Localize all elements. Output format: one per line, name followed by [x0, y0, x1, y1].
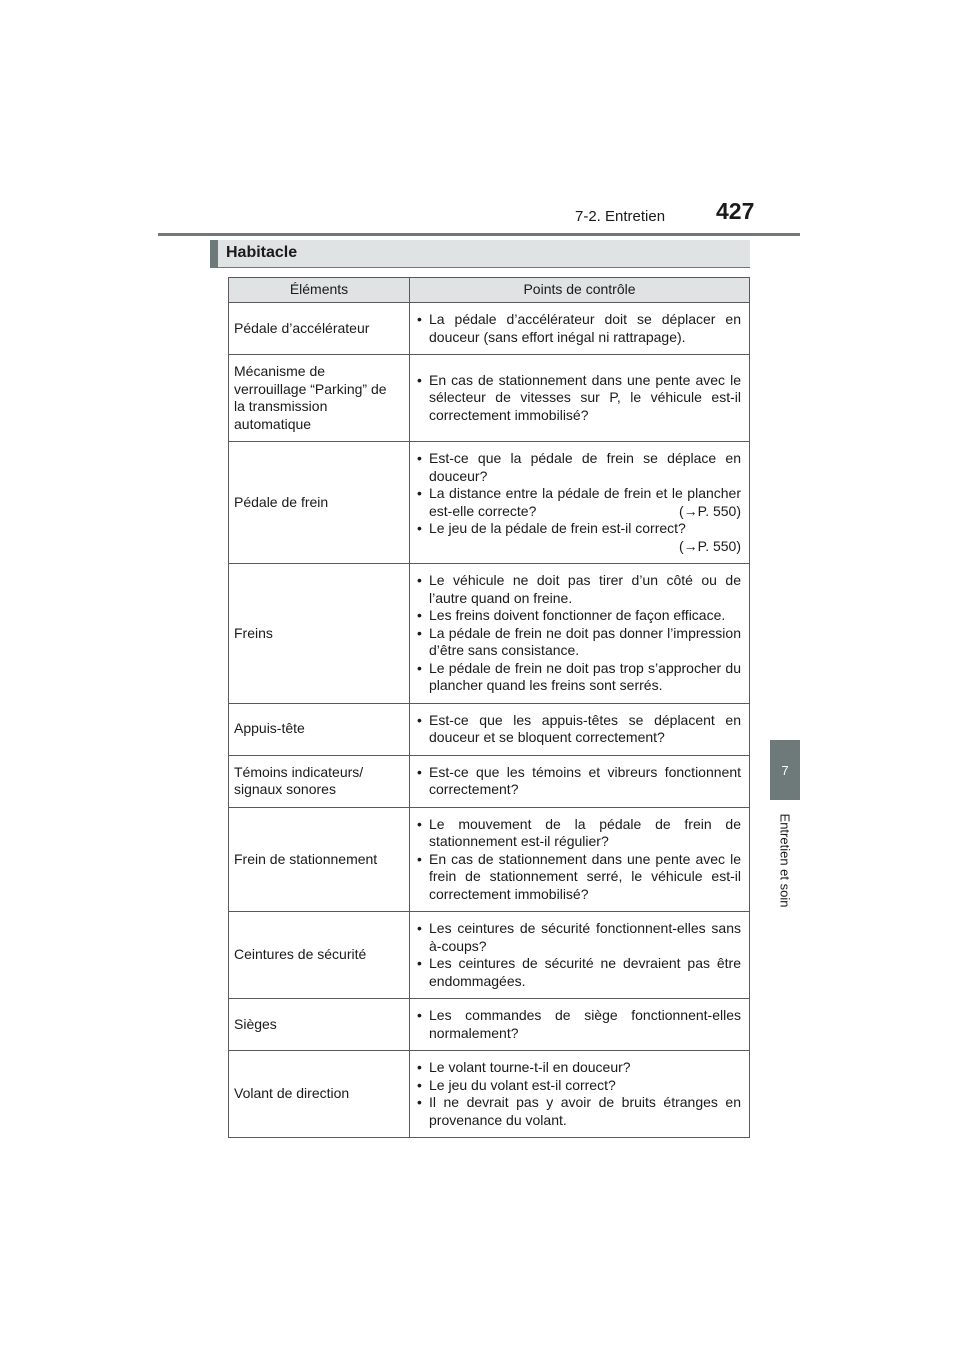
points-cell — [410, 703, 750, 755]
item-cell: Freins — [229, 564, 410, 704]
check-point: • Est-ce que les appuis-têtes se déplacent en douceur et se bloquent correctement? — [415, 712, 741, 747]
points-cell — [410, 442, 750, 564]
check-point: • Le pédale de frein ne doit pas trop s’approcher du plancher quand les freins sont serrés. — [415, 660, 741, 695]
item-cell: Pédale d’accélérateur — [229, 303, 410, 355]
table-row — [229, 912, 750, 999]
check-point: • Il ne devrait pas y avoir de bruits étranges en provenance du volant. — [415, 1094, 741, 1129]
section-title: Habitacle — [226, 244, 298, 261]
points-cell — [410, 755, 750, 807]
column-header-items: Éléments — [229, 278, 410, 303]
page-reference: (→P. 550) — [679, 502, 741, 519]
table-row — [229, 999, 750, 1051]
check-point-text: Le jeu de la pédale de frein est-il correct? — [429, 520, 686, 536]
item-cell: Volant de direction — [229, 1051, 410, 1138]
check-point: • La pédale de frein ne doit pas donner l’impression d’être sans consistance. — [415, 625, 741, 660]
check-point: • Les ceintures de sécurité ne devraient pas être endommagées. — [415, 955, 741, 990]
table-row — [229, 755, 750, 807]
check-point: • Les ceintures de sécurité fonctionnent-elles sans à-coups? — [415, 920, 741, 955]
page-number: 427 — [716, 198, 755, 224]
column-header-points: Points de contrôle — [410, 278, 750, 303]
item-cell: Mécanisme de verrouillage “Parking” de la transmission automatique — [229, 355, 410, 442]
table-row — [229, 303, 750, 355]
points-cell — [410, 303, 750, 355]
check-point: • Le mouvement de la pédale de frein de stationnement est-il régulier? — [415, 816, 741, 851]
check-point: • Le volant tourne-t-il en douceur? — [415, 1059, 741, 1077]
table-header-row — [229, 278, 750, 303]
item-cell: Appuis-tête — [229, 703, 410, 755]
check-point-with-ref — [415, 485, 741, 520]
table-row — [229, 703, 750, 755]
item-cell: Sièges — [229, 999, 410, 1051]
chapter-label-text: Entretien et soin — [777, 813, 793, 907]
points-cell — [410, 807, 750, 912]
section-heading: 7-2. Entretien — [575, 208, 666, 225]
check-point: • Les commandes de siège fonctionnent-elles normalement? — [415, 1007, 741, 1042]
item-cell: Frein de stationnement — [229, 807, 410, 912]
table-row — [229, 355, 750, 442]
check-point: • En cas de stationnement dans une pente avec le sélecteur de vitesses sur P, le véhicule est-il correctement immobilisé? — [415, 372, 741, 425]
points-cell — [410, 355, 750, 442]
item-cell: Ceintures de sécurité — [229, 912, 410, 999]
check-point: • La pédale d’accélérateur doit se déplacer en douceur (sans effort inégal ni rattrapage). — [415, 311, 741, 346]
item-cell: Pédale de frein — [229, 442, 410, 564]
table-row — [229, 1051, 750, 1138]
check-point-text: La distance entre la pédale de frein et le plancher est-elle correcte? — [429, 485, 741, 519]
item-cell: Témoins indicateurs/ signaux sonores — [229, 755, 410, 807]
table-row — [229, 564, 750, 704]
check-point: • Le véhicule ne doit pas tirer d’un côté ou de l’autre quand on freine. — [415, 572, 741, 607]
page-reference: (→P. 550) — [679, 537, 741, 554]
section-title-marker — [210, 240, 218, 268]
chapter-number: 7 — [781, 762, 789, 778]
chapter-tab — [770, 740, 800, 800]
points-cell — [410, 1051, 750, 1138]
points-cell — [410, 912, 750, 999]
table-row — [229, 442, 750, 564]
check-point: • Est-ce que les témoins et vibreurs fonctionnent correctement? — [415, 764, 741, 799]
check-point: • En cas de stationnement dans une pente avec le frein de stationnement serré, le véhicule est-il correctement immobilisé? — [415, 851, 741, 904]
points-cell — [410, 999, 750, 1051]
check-point: • Est-ce que la pédale de frein se déplace en douceur? — [415, 450, 741, 485]
inspection-table — [228, 277, 750, 1138]
points-cell — [410, 564, 750, 704]
chapter-label — [771, 805, 799, 915]
table-row — [229, 807, 750, 912]
check-point: • Le jeu du volant est-il correct? — [415, 1077, 741, 1095]
check-point-with-ref — [415, 520, 741, 555]
section-title-bar — [210, 240, 750, 268]
header-divider — [158, 233, 800, 236]
check-point: • Les freins doivent fonctionner de façon efficace. — [415, 607, 741, 625]
